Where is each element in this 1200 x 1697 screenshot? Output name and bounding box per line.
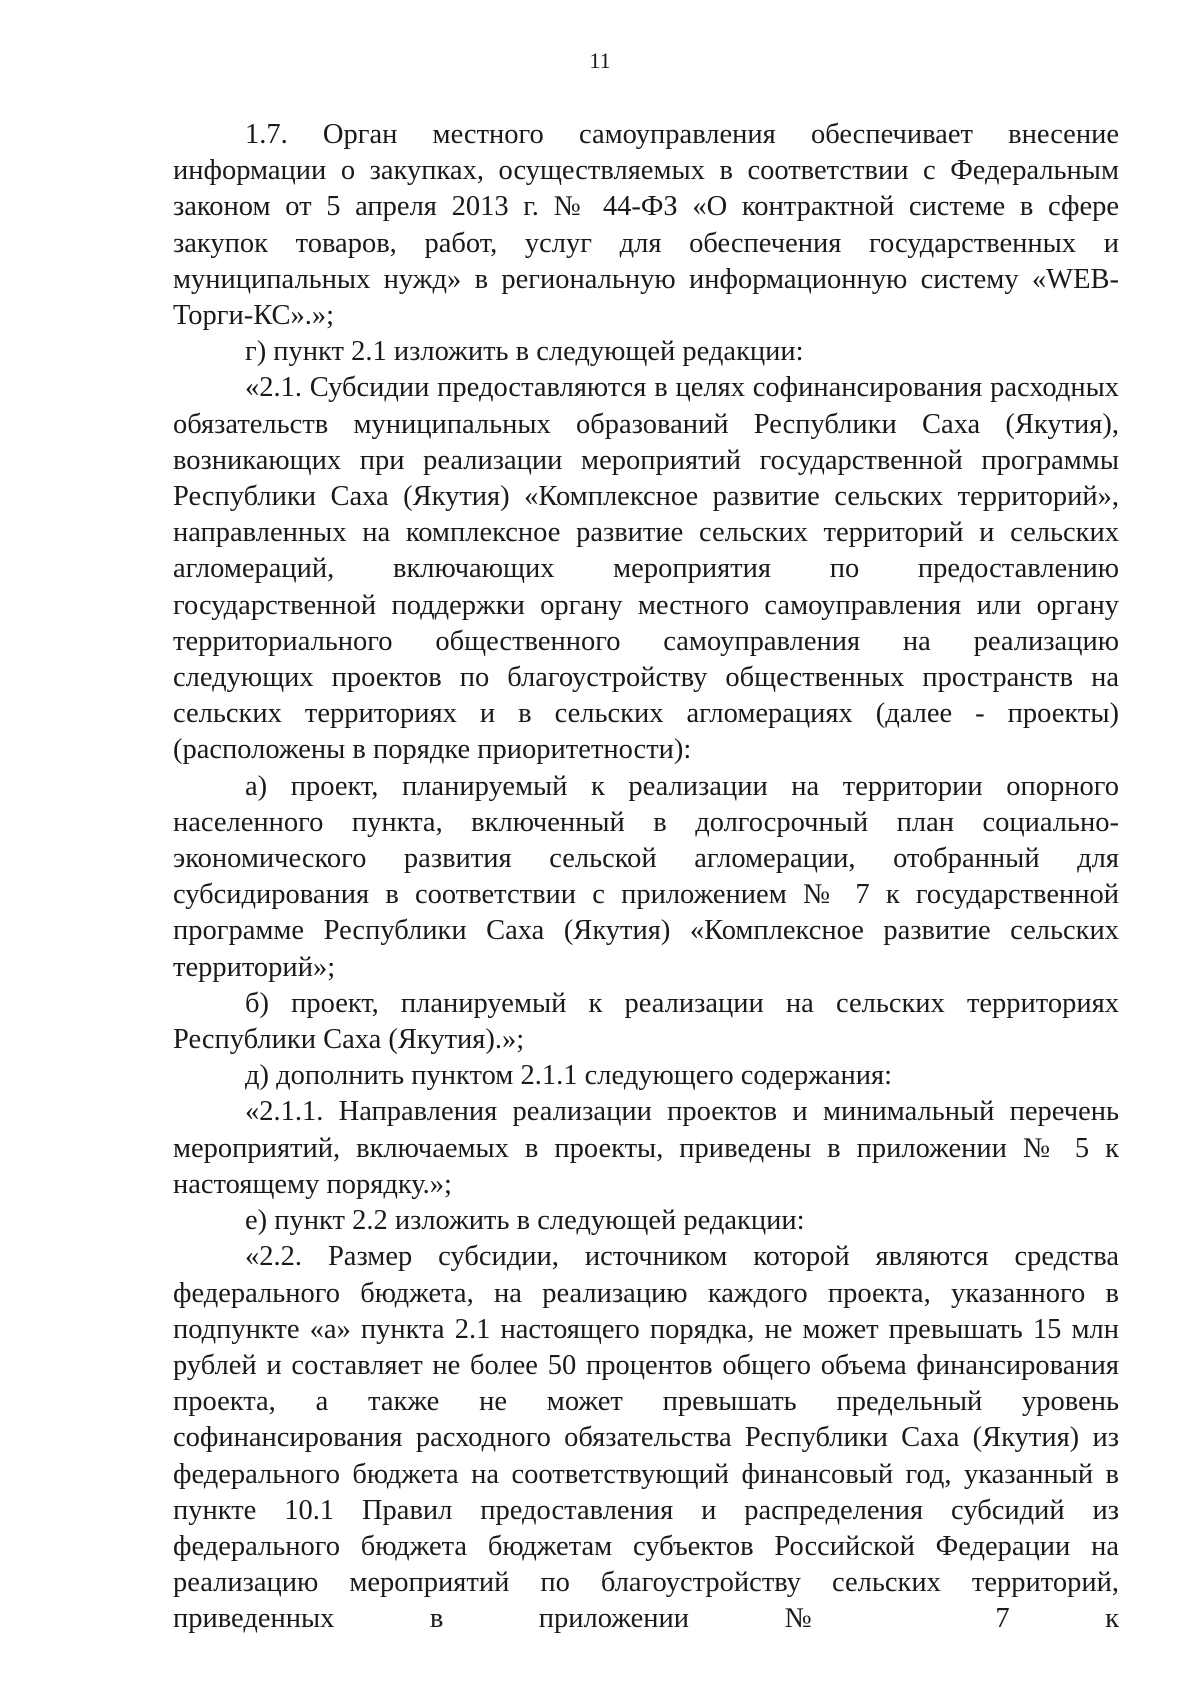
- paragraph-item-b: б) проект, планируемый к реализации на сельских территориях Республики Саха (Якутия).»;: [173, 987, 1119, 1056]
- paragraph-item-g: г) пункт 2.1 изложить в следующей редакции:: [245, 336, 804, 368]
- document-body: [173, 117, 1119, 1638]
- paragraph-item-a: а) проект, планируемый к реализации на территории опорного населенного пункта, включенный в долгосрочный план социально-экономического развития сельской агломерации, отобранный для субсидирования в соответствии с приложением № 7 к государственной программе Республики Саха (Якутия) «Комплексное развитие сельских территорий»;: [173, 770, 1119, 983]
- paragraph-1-7: 1.7. Орган местного самоуправления обеспечивает внесение информации о закупках, осуществляемых в соответствии с Федеральным законом от 5 апреля 2013 г. № 44-ФЗ «О контрактной системе в сфере закупок товаров, работ, услуг для обеспечения государственных и муниципальных нужд» в региональную информационную систему «WEB-Торги-КС».»;: [173, 119, 1119, 332]
- paragraph-2-1-1: «2.1.1. Направления реализации проектов и минимальный перечень мероприятий, включаемых в проекты, приведены в приложении № 5 к настоящему порядку.»;: [173, 1096, 1119, 1200]
- paragraph-item-e: е) пункт 2.2 изложить в следующей редакции:: [245, 1205, 805, 1237]
- paragraph-item-d: д) дополнить пунктом 2.1.1 следующего содержания:: [245, 1060, 893, 1092]
- paragraph-2-2: «2.2. Размер субсидии, источником которой являются средства федерального бюджета, на реализацию каждого проекта, указанного в подпункте «а» пункта 2.1 настоящего порядка, не может превышать 15 млн рублей и составляет не более 50 процентов общего объема финансирования проекта, а также не может превышать предельный уровень софинансирования расходного обязательства Республики Саха (Якутия) из федерального бюджета на соответствующий финансовый год, указанный в пункте 10.1 Правил предоставления и распределения субсидий из федерального бюджета бюджетам субъектов Российской Федерации на реализацию мероприятий по благоустройству сельских территорий, приведенных в приложении № 7 к: [173, 1241, 1119, 1635]
- page-number: 11: [589, 48, 611, 73]
- paragraph-2-1: «2.1. Субсидии предоставляются в целях софинансирования расходных обязательств муниципальных образований Республики Саха (Якутия), возникающих при реализации мероприятий государственной программы Республики Саха (Якутия) «Комплексное развитие сельских территорий», направленных на комплексное развитие сельских территорий и сельских агломераций, включающих мероприятия по предоставлению государственной поддержки органу местного самоуправления или органу территориального общественного самоуправления на реализацию следующих проектов по благоустройству общественных пространств на сельских территориях и в сельских агломерациях (далее - проекты) (расположены в порядке приоритетности):: [173, 372, 1119, 766]
